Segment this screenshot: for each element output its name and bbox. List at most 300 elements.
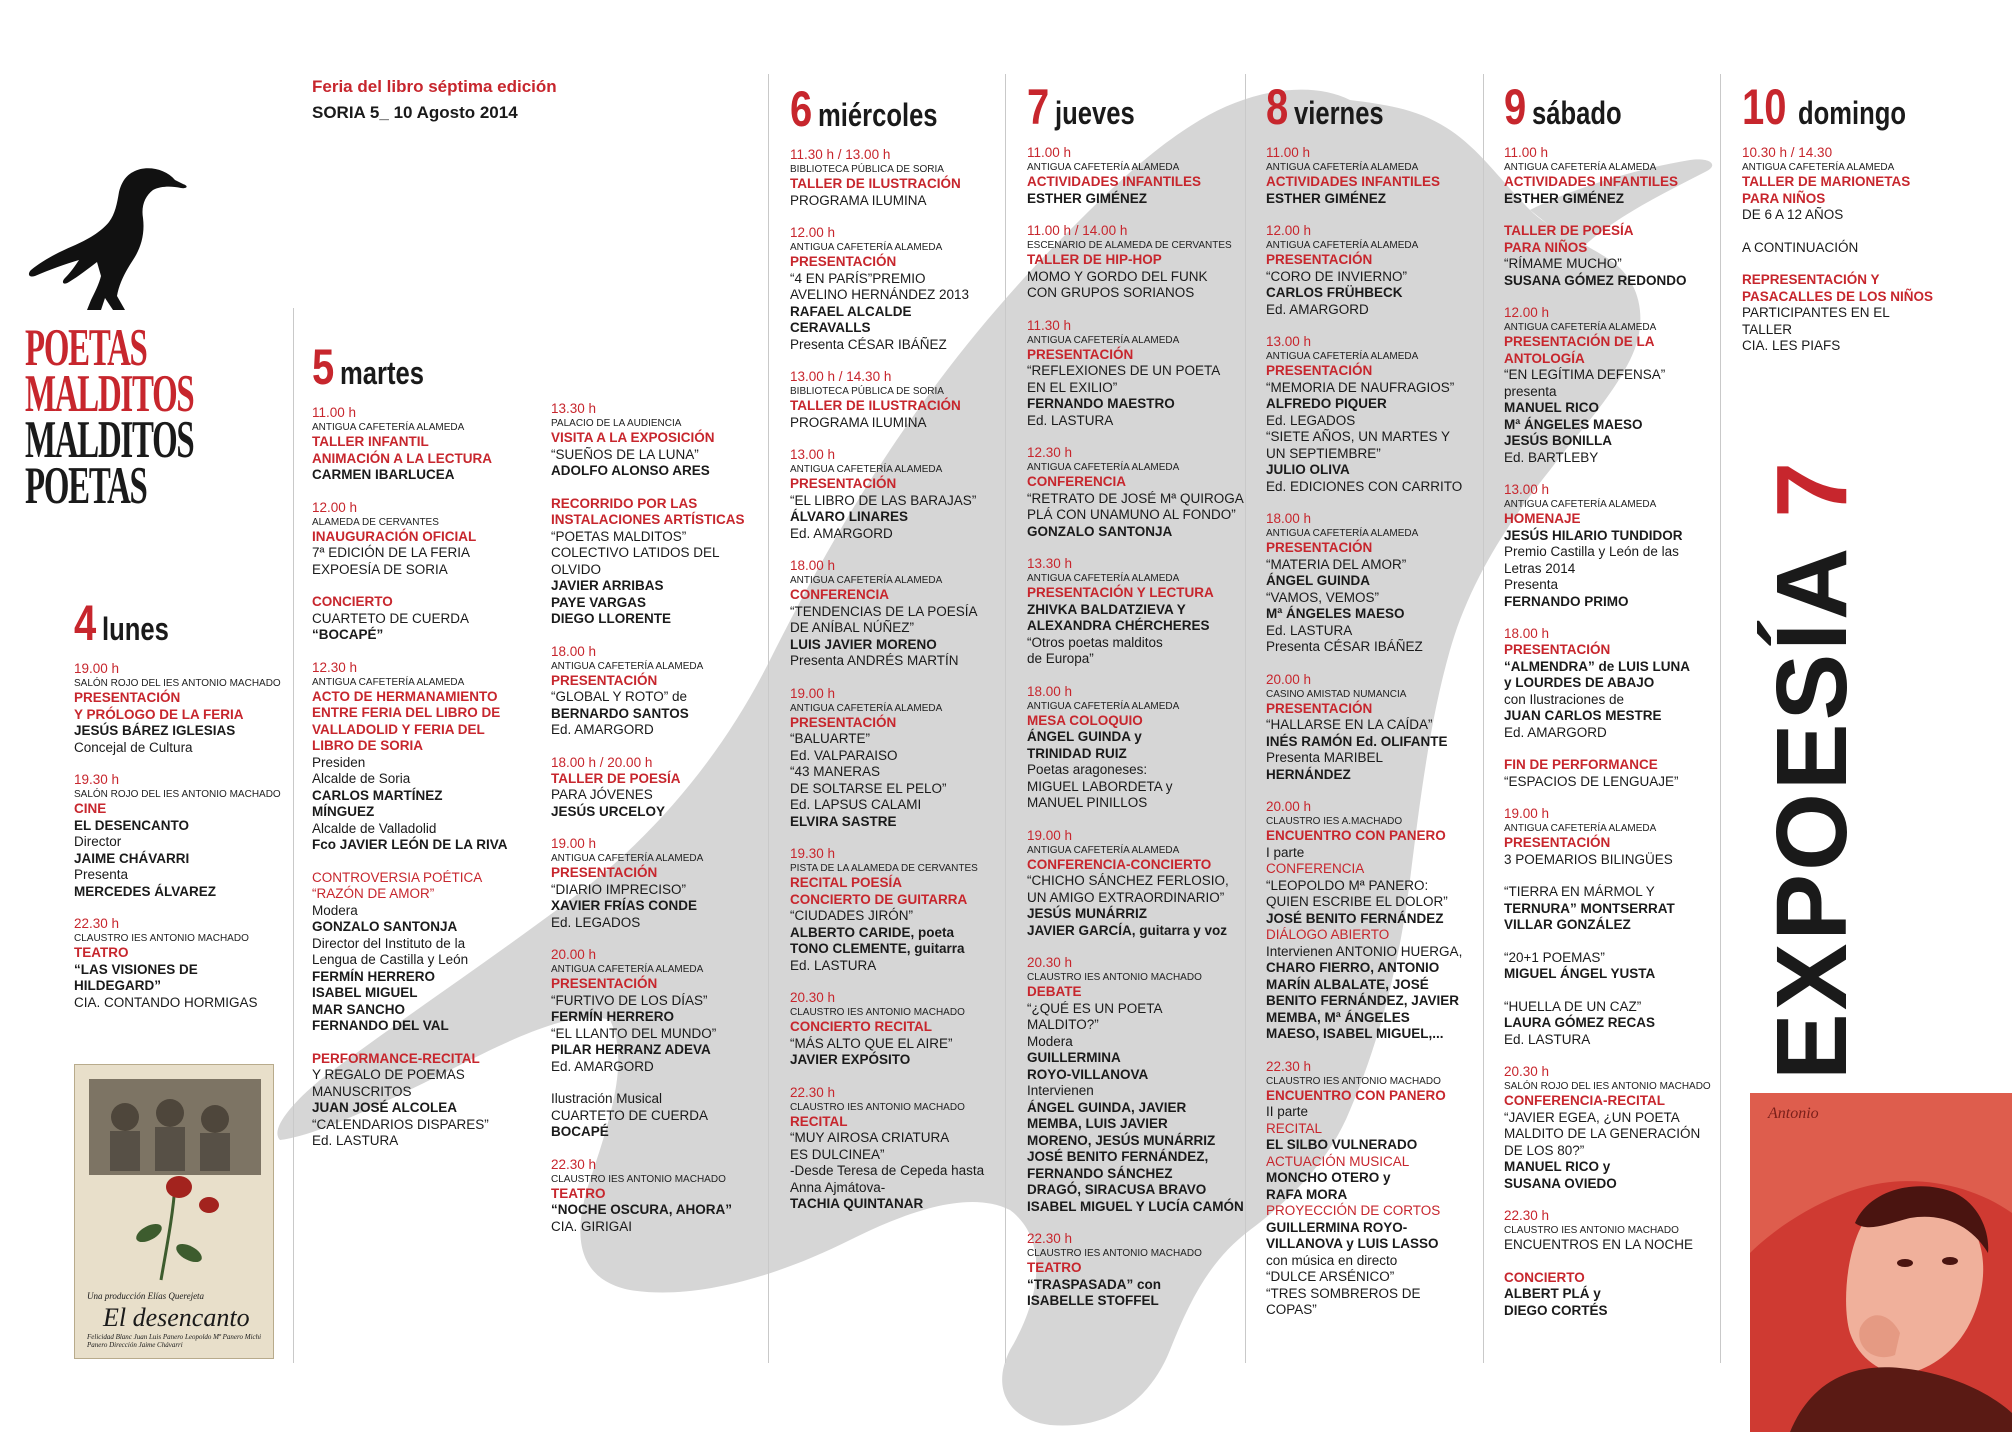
event-person: “NOCHE OSCURA, AHORA” (551, 1202, 733, 1217)
event-venue: ALAMEDA DE CERVANTES (312, 516, 439, 528)
event-detail: Presenta CÉSAR IBÁÑEZ (1266, 639, 1423, 654)
event-venue: CASINO AMISTAD NUMANCIA (1266, 688, 1407, 700)
event-detail: “ESPACIOS DE LENGUAJE” (1504, 773, 1679, 789)
event-detail: “LEOPOLDO Mª PANERO: (1266, 877, 1429, 893)
event-person: “BOCAPÉ” (312, 627, 384, 642)
event-detail: Concejal de Cultura (74, 739, 193, 755)
poet-portrait-image (1750, 1093, 2012, 1432)
event-venue: ANTIGUA CAFETERÍA ALAMEDA (551, 660, 704, 672)
event-title: CONTROVERSIA POÉTICA (312, 869, 483, 885)
schedule-event (74, 660, 289, 756)
event-title: PASACALLES DE LOS NIÑOS (1742, 288, 1934, 304)
event-person: DRAGÓ, SIRACUSA BRAVO (1027, 1182, 1207, 1197)
event-time: 13.00 h / 14.30 h (790, 369, 892, 384)
logo-wordmark (25, 319, 194, 515)
event-detail: PARTICIPANTES EN EL (1742, 305, 1890, 320)
event-person: FERMÍN HERRERO (312, 968, 436, 984)
event-detail: Ed. LASTURA (1027, 412, 1114, 428)
day-header (74, 595, 289, 651)
event-detail: Director del Instituto de la (312, 935, 466, 951)
schedule-event (790, 685, 1005, 831)
event-person: TONO CLEMENTE, guitarra (790, 941, 965, 956)
event-person: BOCAPÉ (551, 1124, 609, 1139)
event-detail: Ed. LASTURA (790, 957, 877, 973)
event-detail: -Desde Teresa de Cepeda hasta (790, 1163, 985, 1178)
event-person: ELVIRA SASTRE (790, 813, 897, 829)
event-time: 22.30 h (790, 1084, 836, 1100)
event-title: PROYECCIÓN DE CORTOS (1266, 1203, 1441, 1218)
event-title: ENTRE FERIA DEL LIBRO DE (312, 705, 501, 720)
event-detail: MANUEL PINILLOS (1027, 795, 1148, 810)
event-title: PRESENTACIÓN (1504, 642, 1611, 657)
event-person: XAVIER FRÍAS CONDE (551, 898, 698, 913)
day-column-martes (312, 339, 527, 1165)
event-title: PARA NIÑOS (1742, 190, 1826, 206)
event-detail: “REFLEXIONES DE UN POETA (1027, 363, 1221, 378)
event-detail: Presenta CÉSAR IBÁÑEZ (790, 336, 947, 352)
event-person: JESÚS MUNÁRRIZ (1027, 906, 1148, 921)
event-time: 19.00 h (1027, 827, 1073, 843)
event-venue: ANTIGUA CAFETERÍA ALAMEDA (1504, 322, 1657, 333)
el-desencanto-poster (74, 1064, 274, 1359)
schedule-event (1266, 510, 1481, 656)
event-person: RAFA MORA (1266, 1186, 1348, 1202)
schedule-event (1266, 798, 1481, 1043)
event-person: GUILLERMINA ROYO- (1266, 1219, 1408, 1235)
event-detail: PROGRAMA ILUMINA (790, 192, 927, 208)
event-person: “TRASPASADA” con (1027, 1276, 1162, 1292)
event-title: TALLER DE MARIONETAS (1742, 174, 1911, 189)
event-detail: Ed. LASTURA (1504, 1031, 1591, 1047)
event-detail: “TENDENCIAS DE LA POESÍA (790, 603, 978, 619)
event-person: GONZALO SANTONJA (1027, 523, 1173, 539)
event-time: 19.00 h (74, 661, 120, 676)
event-person: ESTHER GIMÉNEZ (1027, 190, 1148, 206)
event-person: JESÚS URCELOY (551, 803, 666, 819)
event-detail: “GLOBAL Y ROTO” de (551, 689, 688, 704)
day-name: domingo (1797, 95, 1906, 131)
event-time: 11.00 h (312, 405, 357, 420)
event-person: ESTHER GIMÉNEZ (1266, 190, 1387, 206)
schedule-event (312, 404, 527, 484)
crow-logo-icon (25, 160, 195, 320)
event-detail: “CHICHO SÁNCHEZ FERLOSIO, (1027, 873, 1229, 888)
event-detail: Ed. VALPARAISO (790, 747, 898, 763)
event-detail: AVELINO HERNÁNDEZ 2013 (790, 287, 970, 302)
event-detail: Ed. LASTURA (1266, 622, 1353, 638)
event-person: ISABEL MIGUEL Y LUCÍA CAMÓN (1027, 1198, 1244, 1214)
portrait-signature: Antonio (1768, 1105, 1819, 1122)
schedule-event (74, 915, 289, 1011)
event-title: RECORRIDO POR LAS (551, 495, 698, 511)
event-title: PRESENTACIÓN (790, 254, 897, 269)
event-person: JUAN JOSÉ ALCOLEA (312, 1100, 458, 1115)
event-title: TALLER DE HIP-HOP (1027, 252, 1162, 267)
expoesia-vertical-title (1756, 459, 1868, 1080)
schedule-event (1504, 481, 1719, 610)
event-detail: “RETRATO DE JOSÉ Mª QUIROGA (1027, 490, 1244, 506)
poster-credit: Dirección Jaime Chávarri (109, 1341, 183, 1349)
event-person: CHARO FIERRO, ANTONIO (1266, 960, 1440, 975)
day-column-jueves (1027, 79, 1244, 1325)
event-title: PRESENTACIÓN (1266, 540, 1373, 555)
event-person: FERNANDO PRIMO (1504, 593, 1629, 609)
festival-edition: Feria del libro séptima edición (312, 77, 557, 96)
event-detail: “EL LIBRO DE LAS BARAJAS” (790, 492, 977, 508)
day-header (1027, 79, 1242, 135)
event-venue: ANTIGUA CAFETERÍA ALAMEDA (790, 702, 943, 714)
schedule-event (551, 754, 766, 821)
event-title: REPRESENTACIÓN Y (1742, 272, 1880, 287)
event-time: 13.00 h (1266, 334, 1312, 349)
event-venue: CLAUSTRO IES ANTONIO MACHADO (790, 1007, 965, 1018)
event-detail: “DULCE ARSÉNICO” (1266, 1269, 1395, 1284)
event-detail: COPAS” (1266, 1302, 1317, 1317)
event-time: 18.00 h / 20.00 h (551, 754, 653, 770)
event-title: ACTIVIDADES INFANTILES (1266, 174, 1441, 189)
event-person: JOSÉ BENITO FERNÁNDEZ, (1027, 1149, 1209, 1164)
event-detail: “FURTIVO DE LOS DÍAS” (551, 992, 708, 1008)
event-time: 11.00 h (1504, 145, 1549, 160)
event-time: 19.30 h (790, 846, 836, 861)
event-venue: ANTIGUA CAFETERÍA ALAMEDA (1504, 823, 1657, 834)
event-title: ACTIVIDADES INFANTILES (1027, 174, 1202, 189)
logo-line-2: MALDITOS (25, 365, 194, 423)
schedule-event (1027, 555, 1242, 668)
event-person: MONCHO OTERO y (1266, 1170, 1391, 1185)
event-detail: “EL LLANTO DEL MUNDO” (551, 1025, 717, 1041)
event-time: 13.30 h (1027, 556, 1073, 571)
event-person: ÁNGEL GUINDA, JAVIER (1027, 1099, 1187, 1115)
event-detail: “43 MANERAS (790, 764, 881, 779)
event-title: PRESENTACIÓN (1266, 252, 1373, 267)
day-number: 10 (1742, 79, 1787, 135)
event-title: DEBATE (1027, 984, 1082, 999)
event-person: ALBERT PLÁ y (1504, 1286, 1601, 1301)
schedule-event (551, 400, 766, 628)
event-title: CONCIERTO RECITAL (790, 1019, 933, 1034)
event-person: CARMEN IBARLUCEA (312, 467, 455, 482)
day-number: 4 (74, 595, 97, 651)
event-detail: Presenta MARIBEL (1266, 750, 1384, 765)
event-venue: ANTIGUA CAFETERÍA ALAMEDA (1027, 573, 1180, 584)
event-person: FERNANDO MAESTRO (1027, 396, 1175, 411)
schedule-event (1027, 144, 1242, 207)
day-number: 9 (1504, 79, 1527, 135)
event-title: ACTIVIDADES INFANTILES (1504, 174, 1679, 189)
event-detail: “CALENDARIOS DISPARES” (312, 1116, 489, 1132)
event-detail: “SIETE AÑOS, UN MARTES Y (1266, 429, 1451, 444)
event-title: PRESENTACIÓN (790, 714, 897, 730)
event-person: ZHIVKA BALDATZIEVA Y (1027, 601, 1186, 617)
day-number: 7 (1027, 79, 1050, 135)
event-detail: “Otros poetas malditos (1027, 634, 1163, 650)
schedule-event (1266, 144, 1481, 207)
event-detail: Director (74, 834, 122, 849)
event-title: PRESENTACIÓN (1027, 346, 1134, 362)
event-person: ADOLFO ALONSO ARES (551, 463, 710, 478)
event-detail: MANUSCRITOS (312, 1083, 412, 1099)
event-person: FERMÍN HERRERO (551, 1009, 675, 1024)
event-person: Mª ÁNGELES MAESO (1266, 606, 1405, 621)
event-venue: ANTIGUA CAFETERÍA ALAMEDA (1027, 162, 1180, 173)
event-venue: ANTIGUA CAFETERÍA ALAMEDA (1266, 240, 1419, 251)
event-venue: ANTIGUA CAFETERÍA ALAMEDA (1027, 700, 1180, 712)
event-title: PRESENTACIÓN (74, 690, 181, 705)
event-time: 22.30 h (1504, 1208, 1550, 1223)
event-person: ISABELLE STOFFEL (1027, 1293, 1159, 1308)
event-title: TALLER DE ILUSTRACIÓN (790, 176, 961, 191)
schedule-event (312, 659, 527, 1150)
event-detail: I parte (1266, 844, 1305, 860)
schedule-event (74, 771, 289, 900)
schedule-event (1027, 1230, 1242, 1310)
day-column-domingo (1742, 79, 1957, 370)
event-title: RECITAL (1266, 1120, 1323, 1136)
event-time: 18.00 h (551, 643, 597, 659)
event-venue: SALÓN ROJO DEL IES ANTONIO MACHADO (1504, 1081, 1711, 1092)
event-detail: “HALLARSE EN LA CAÍDA” (1266, 717, 1433, 732)
event-detail: “MUY AIROSA CRIATURA (790, 1130, 950, 1145)
event-detail: Ed. LAPSUS CALAMI (790, 797, 922, 812)
event-detail: “MATERIA DEL AMOR” (1266, 556, 1407, 572)
event-title: CONFERENCIA (790, 587, 890, 602)
event-person: LAURA GÓMEZ RECAS (1504, 1015, 1655, 1030)
event-time: 22.30 h (74, 916, 120, 931)
event-time: 18.00 h (1266, 511, 1312, 526)
schedule-event (790, 146, 1005, 209)
event-person: JAIME CHÁVARRI (74, 850, 190, 866)
event-title: ENCUENTRO CON PANERO (1266, 828, 1446, 843)
schedule-event (1027, 444, 1242, 540)
event-time: 13.00 h (790, 447, 836, 462)
event-title: PRESENTACIÓN DE LA (1504, 334, 1655, 349)
event-time: 12.00 h (1266, 223, 1312, 238)
event-detail: QUIEN ESCRIBE EL DOLOR” (1266, 894, 1448, 909)
event-person: SUSANA OVIEDO (1504, 1175, 1617, 1191)
logo-line-4: POETAS (25, 457, 147, 515)
event-detail: Ed. LASTURA (312, 1133, 399, 1148)
event-detail: “20+1 POEMAS” (1504, 949, 1605, 965)
event-venue: ANTIGUA CAFETERÍA ALAMEDA (312, 422, 465, 433)
event-detail: CUARTETO DE CUERDA (312, 610, 470, 626)
event-detail: “JAVIER EGEA, ¿UN POETA (1504, 1109, 1680, 1125)
event-detail: “SUEÑOS DE LA LUNA” (551, 446, 699, 462)
event-detail: 3 POEMARIOS BILINGÜES (1504, 851, 1673, 867)
event-detail: “CORO DE INVIERNO” (1266, 268, 1408, 284)
event-detail: Ed. AMARGORD (1266, 301, 1369, 317)
event-person: JAVIER GARCÍA, guitarra y voz (1027, 922, 1228, 938)
event-person: PAYE VARGAS (551, 594, 647, 610)
event-title: TALLER DE POESÍA (551, 770, 681, 786)
schedule-event (790, 989, 1005, 1069)
event-venue: ESCENARIO DE ALAMEDA DE CERVANTES (1027, 240, 1232, 251)
schedule-event (790, 368, 1005, 431)
event-detail: Intervienen ANTONIO HUERGA, (1266, 943, 1463, 959)
expoesia-number: 7 (1756, 459, 1868, 518)
event-title: PRESENTACIÓN (551, 976, 658, 991)
schedule-event (1027, 317, 1242, 430)
event-person: LUIS JAVIER MORENO (790, 636, 937, 652)
poster-credit: Leopoldo Mª Panero (184, 1333, 243, 1341)
event-person: MORENO, JESÚS MUNÁRRIZ (1027, 1132, 1216, 1148)
event-person: JUAN CARLOS MESTRE (1504, 708, 1662, 723)
event-person: CERAVALLS (790, 320, 871, 335)
event-title: HOMENAJE (1504, 511, 1581, 526)
day-header (1504, 79, 1719, 135)
poster-credit: Michi Panero (87, 1333, 262, 1349)
event-title: RECITAL (790, 1113, 848, 1129)
schedule-event (1266, 333, 1481, 495)
event-venue: ANTIGUA CAFETERÍA ALAMEDA (1742, 162, 1895, 173)
event-title: ANIMACIÓN A LA LECTURA (312, 450, 492, 466)
poster-credits (87, 1333, 267, 1349)
event-detail: de Europa” (1027, 651, 1094, 666)
event-title: TALLER DE POESÍA (1504, 223, 1634, 238)
event-person: ÁNGEL GUINDA (1266, 573, 1371, 588)
event-detail: “TRES SOMBREROS DE (1266, 1285, 1421, 1301)
event-person: MÍNGUEZ (312, 804, 375, 819)
event-person: ÁLVARO LINARES (790, 509, 908, 524)
event-person: MERCEDES ÁLVAREZ (74, 883, 217, 899)
schedule-event (1027, 827, 1242, 940)
event-detail: EN EL EXILIO” (1027, 379, 1118, 395)
event-detail: Premio Castilla y León de las (1504, 544, 1679, 559)
event-time: 20.00 h (1266, 799, 1312, 814)
event-detail: “EN LEGÍTIMA DEFENSA” (1504, 367, 1666, 382)
event-venue: ANTIGUA CAFETERÍA ALAMEDA (1027, 462, 1180, 473)
event-detail: CUARTETO DE CUERDA (551, 1107, 709, 1123)
event-person: HERNÁNDEZ (1266, 766, 1351, 782)
event-detail: Ed. AMARGORD (1504, 724, 1607, 740)
event-detail: Poetas aragoneses: (1027, 762, 1148, 777)
event-detail: 7ª EDICIÓN DE LA FERIA (312, 545, 471, 560)
event-detail: “CIUDADES JIRÓN” (790, 908, 914, 923)
day-name: martes (339, 355, 424, 391)
event-title: CONCIERTO DE GUITARRA (790, 891, 968, 907)
event-person: RAFAEL ALCALDE (790, 303, 912, 319)
event-person: VILLAR GONZÁLEZ (1504, 917, 1631, 932)
event-title: ACTO DE HERMANAMIENTO (312, 688, 498, 704)
day-header (1742, 79, 1957, 135)
event-venue: ANTIGUA CAFETERÍA ALAMEDA (790, 575, 943, 586)
event-detail: Ed. LEGADOS (1266, 412, 1356, 428)
event-detail: “DIARIO IMPRECISO” (551, 881, 687, 897)
schedule-event (312, 499, 527, 644)
event-detail: Ed. AMARGORD (551, 1058, 654, 1074)
schedule-event (1504, 304, 1719, 466)
schedule-event (1504, 144, 1719, 289)
event-person: MIGUEL ÁNGEL YUSTA (1504, 966, 1656, 981)
event-detail: ES DULCINEA” (790, 1146, 885, 1162)
day-number: 5 (312, 339, 335, 395)
event-detail: Modera (312, 902, 358, 918)
event-title: PRESENTACIÓN Y LECTURA (1027, 585, 1214, 600)
event-detail: DE ANÍBAL NÚÑEZ” (790, 620, 915, 635)
event-time: 12.30 h (1027, 445, 1073, 460)
schedule-event (551, 946, 766, 1141)
event-time: 20.30 h (790, 990, 836, 1005)
event-person: TRINIDAD RUIZ (1027, 745, 1127, 761)
schedule-event (790, 1084, 1005, 1213)
day-name: miércoles (817, 97, 938, 133)
event-detail: “POETAS MALDITOS” (551, 528, 687, 544)
event-detail: II parte (1266, 1104, 1309, 1119)
event-time: 22.30 h (1027, 1231, 1073, 1246)
event-title: PARA NIÑOS (1504, 239, 1588, 255)
event-title: CINE (74, 801, 107, 816)
event-title: Y PRÓLOGO DE LA FERIA (74, 706, 244, 722)
event-venue: CLAUSTRO IES ANTONIO MACHADO (1027, 1248, 1202, 1259)
schedule-event (790, 224, 1005, 353)
event-time: 10.30 h / 14.30 (1742, 145, 1833, 160)
day-name: sábado (1531, 95, 1622, 131)
event-detail: TALLER (1742, 321, 1793, 337)
event-detail: “HUELLA DE UN CAZ” (1504, 998, 1642, 1014)
day-column-lunes (74, 595, 289, 1026)
event-person: JESÚS HILARIO TUNDIDOR (1504, 527, 1683, 543)
event-venue: ANTIGUA CAFETERÍA ALAMEDA (1027, 334, 1180, 346)
event-person: MANUEL RICO (1504, 400, 1600, 415)
event-person: CARLOS MARTÍNEZ (312, 787, 443, 803)
event-detail: MALDITO?” (1027, 1017, 1099, 1032)
event-person: ESTHER GIMÉNEZ (1504, 190, 1625, 206)
event-detail: Ed. AMARGORD (551, 722, 654, 737)
event-detail: DE 6 A 12 AÑOS (1742, 207, 1844, 222)
event-person: Mª ÁNGELES MAESO (1504, 416, 1643, 432)
event-person: ROYO-VILLANOVA (1027, 1066, 1149, 1082)
event-person: HILDEGARD” (74, 978, 161, 993)
event-detail: Anna Ajmátova- (790, 1179, 886, 1195)
event-detail: DE LOS 80?” (1504, 1142, 1585, 1158)
logo-line-3: MALDITOS (25, 411, 194, 469)
event-detail: “4 EN PARÍS”PREMIO (790, 270, 926, 286)
event-detail: “TIERRA EN MÁRMOL Y (1504, 884, 1655, 899)
event-detail: Modera (1027, 1033, 1073, 1049)
event-venue: CLAUSTRO IES ANTONIO MACHADO (1504, 1225, 1679, 1236)
poster-credit: Felicidad Blanc (87, 1333, 132, 1341)
poster-credit: Juan Luis Panero (133, 1333, 184, 1341)
event-title: “RAZÓN DE AMOR” (312, 886, 435, 901)
event-venue: CLAUSTRO IES ANTONIO MACHADO (790, 1101, 965, 1113)
day-column-miercoles (790, 81, 1005, 1228)
event-title: CONFERENCIA (1027, 474, 1127, 489)
event-time: 22.30 h (1266, 1058, 1312, 1074)
event-detail: “MÁS ALTO QUE EL AIRE” (790, 1035, 953, 1051)
event-person: ISABEL MIGUEL (312, 985, 418, 1000)
event-title: INAUGURACIÓN OFICIAL (312, 528, 477, 544)
event-title: PRESENTACIÓN (1504, 835, 1611, 850)
schedule-event (1504, 625, 1719, 790)
event-person: MARÍN ALBALATE, JOSÉ (1266, 976, 1429, 992)
event-detail: “RÍMAME MUCHO” (1504, 256, 1622, 271)
event-person: DIEGO LLORENTE (551, 611, 672, 626)
event-title: ACTUACIÓN MUSICAL (1266, 1153, 1410, 1169)
event-detail: PROGRAMA ILUMINA (790, 414, 927, 430)
event-time: 20.00 h (1266, 671, 1312, 687)
event-venue: CLAUSTRO IES ANTONIO MACHADO (1027, 972, 1202, 983)
festival-dates: SORIA 5_ 10 Agosto 2014 (312, 103, 518, 122)
event-detail: Letras 2014 (1504, 560, 1576, 576)
day-name: viernes (1293, 95, 1384, 131)
event-detail: A CONTINUACIÓN (1742, 239, 1859, 255)
festival-header (312, 74, 557, 126)
event-venue: CLAUSTRO IES ANTONIO MACHADO (74, 933, 249, 944)
event-time: 18.00 h (1504, 626, 1550, 641)
event-title: TALLER INFANTIL (312, 434, 429, 449)
event-person: EL DESENCANTO (74, 817, 190, 833)
event-time: 11.00 h (1027, 145, 1072, 160)
